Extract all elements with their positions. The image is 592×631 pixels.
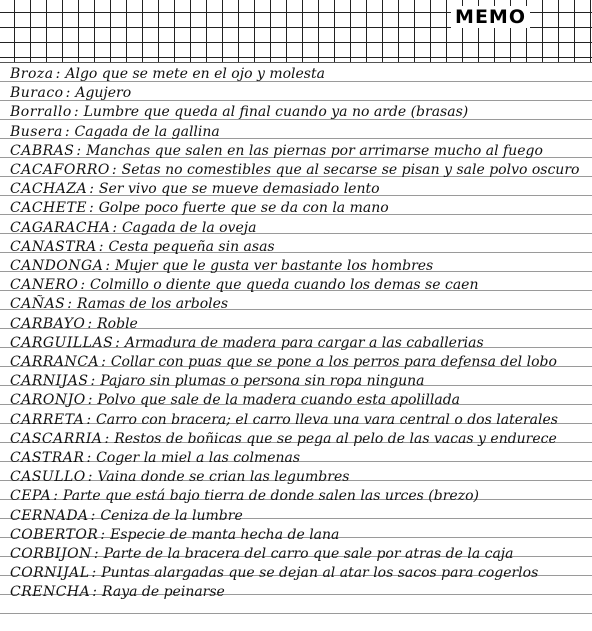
entry-definition: Armadura de madera para cargar a las caballerias [124, 334, 484, 351]
entry-term: CANASTRA [10, 238, 97, 255]
entry-term: CACHETE [10, 200, 88, 217]
entry-separator: : [64, 123, 70, 140]
entry-term: CACHAZA [10, 181, 88, 198]
entry-definition: Cagada de la oveja [122, 219, 257, 236]
entry-separator: : [101, 354, 106, 370]
entry-separator: : [87, 315, 93, 332]
glossary-list [0, 62, 592, 631]
entry-term: CORNIJAL [10, 565, 90, 582]
glossary-entry [10, 142, 588, 161]
entry-separator: : [65, 85, 71, 102]
entry-separator: : [98, 238, 104, 255]
entry-separator: : [91, 565, 97, 582]
entry-definition: Parte que está bajo tierra de donde salen las urces (brezo) [62, 488, 479, 505]
entry-definition: Restos de boñicas que se pega al pelo de las vacas y endurece [114, 430, 557, 447]
glossary-entry [10, 276, 588, 295]
entry-term: CARRETA [10, 411, 85, 428]
entry-term: Busera [10, 123, 63, 140]
entry-term: CARRANCA [10, 354, 100, 370]
entry-definition: Colmillo o diente que queda cuando los demas se caen [90, 277, 479, 294]
entry-definition: Collar con puas que se pone a los perros para defensa del lobo [110, 354, 557, 370]
glossary-entry [10, 334, 588, 353]
entry-definition: Mujer que le gusta ver bastante los hombres [115, 258, 434, 274]
entry-definition: Ceniza de la lumbre [100, 507, 243, 524]
entry-definition: Raya de peinarse [101, 584, 225, 601]
glossary-entry [10, 583, 588, 602]
glossary-entry [10, 219, 588, 238]
entry-term: CAÑAS [10, 296, 66, 313]
entry-separator: : [89, 181, 94, 198]
entry-term: CABRAS [10, 142, 75, 159]
glossary-entry [10, 199, 588, 218]
entry-definition: Lumbre que queda al final cuando ya no arde (brasas) [83, 104, 469, 121]
glossary-entry [10, 257, 588, 276]
glossary-entry [10, 507, 588, 526]
entry-separator: : [104, 430, 110, 447]
glossary-entry [10, 545, 588, 564]
entry-term: CRENCHA [10, 584, 91, 601]
entry-separator: : [92, 584, 97, 601]
entry-separator: : [93, 546, 99, 562]
glossary-entry [10, 449, 588, 468]
glossary-entry [10, 238, 588, 257]
entry-term: CARNIJAS [10, 373, 89, 390]
entry-separator: : [55, 66, 61, 82]
entry-separator: : [76, 142, 82, 159]
glossary-entry [10, 295, 588, 314]
entry-term: CAGARACHA [10, 219, 111, 236]
entry-term: CANDONGA [10, 258, 104, 274]
entry-separator: : [86, 450, 92, 466]
entry-term: CORBIJON [10, 546, 92, 562]
entry-separator: : [89, 200, 94, 217]
glossary-entry [10, 103, 588, 122]
glossary-entry [10, 315, 588, 334]
glossary-entry [10, 411, 588, 430]
entry-definition: Ramas de los arboles [77, 296, 229, 313]
entry-term: Borrallo [10, 104, 72, 121]
entry-term: CASULLO [10, 469, 86, 486]
entry-definition: Carro con bracera; el carro lleva una vara central o dos laterales [96, 411, 558, 428]
glossary-entry [10, 391, 588, 410]
entry-definition: Cesta pequeña sin asas [108, 238, 275, 255]
memo-title: MEMO [451, 6, 530, 28]
glossary-entry [10, 372, 588, 391]
glossary-entry [10, 180, 588, 199]
entry-definition: Algo que se mete en el ojo y molesta [65, 66, 325, 82]
entry-separator: : [86, 411, 92, 428]
entry-term: COBERTOR [10, 526, 99, 543]
entry-term: CARGUILLAS [10, 334, 114, 351]
entry-separator: : [67, 296, 72, 313]
entry-separator: : [80, 277, 86, 294]
entry-term: CASCARRIA [10, 430, 103, 447]
glossary-entry [10, 468, 588, 487]
entry-term: CARONJO [10, 392, 86, 409]
glossary-entry [10, 65, 588, 84]
entry-term: Buraco [10, 85, 64, 102]
header-grid [0, 0, 592, 62]
entry-definition: Ser vivo que se mueve demasiado lento [98, 181, 380, 198]
entry-separator: : [115, 334, 120, 351]
entry-term: CACAFORRO [10, 162, 110, 178]
entry-definition: Manchas que salen en las piernas por arrimarse mucho al fuego [86, 142, 543, 159]
entry-term: CASTRAR [10, 450, 85, 466]
glossary-entry [10, 84, 588, 103]
entry-separator: : [90, 507, 96, 524]
entry-separator: : [90, 373, 96, 390]
glossary-entry [10, 564, 588, 583]
entry-definition: Coger la miel a las colmenas [96, 450, 301, 466]
entry-term: CEPA [10, 488, 52, 505]
entry-definition: Cagada de la gallina [74, 123, 220, 140]
entry-definition: Vaina donde se crian las legumbres [97, 469, 350, 486]
glossary-entry [10, 161, 588, 180]
entry-definition: Polvo que sale de la madera cuando esta apolillada [97, 392, 460, 409]
entry-term: CARBAYO [10, 315, 86, 332]
entry-term: CANERO [10, 277, 79, 294]
entry-separator: : [53, 488, 58, 505]
entry-separator: : [87, 392, 93, 409]
entry-definition: Setas no comestibles que al secarse se pisan y sale polvo oscuro [121, 162, 580, 178]
glossary-entry [10, 487, 588, 506]
entry-separator: : [73, 104, 79, 121]
entry-separator: : [87, 469, 93, 486]
entry-separator: : [105, 258, 111, 274]
glossary-entry [10, 526, 588, 545]
glossary-entry [10, 123, 588, 142]
glossary-entry [10, 430, 588, 449]
entry-definition: Parte de la bracera del carro que sale por atras de la caja [103, 546, 514, 562]
glossary-entry [10, 353, 588, 372]
entry-separator: : [112, 219, 118, 236]
entry-definition: Pajaro sin plumas o persona sin ropa ninguna [100, 373, 425, 390]
entry-separator: : [100, 526, 106, 543]
entry-separator: : [111, 162, 117, 178]
entry-definition: Golpe poco fuerte que se da con la mano [98, 200, 389, 217]
entry-definition: Roble [97, 315, 138, 332]
entry-term: Broza [10, 66, 54, 82]
entry-definition: Agujero [75, 85, 132, 102]
entry-definition: Puntas alargadas que se dejan al atar los sacos para cogerlos [101, 565, 539, 582]
entry-definition: Especie de manta hecha de lana [110, 526, 340, 543]
entry-term: CERNADA [10, 507, 89, 524]
